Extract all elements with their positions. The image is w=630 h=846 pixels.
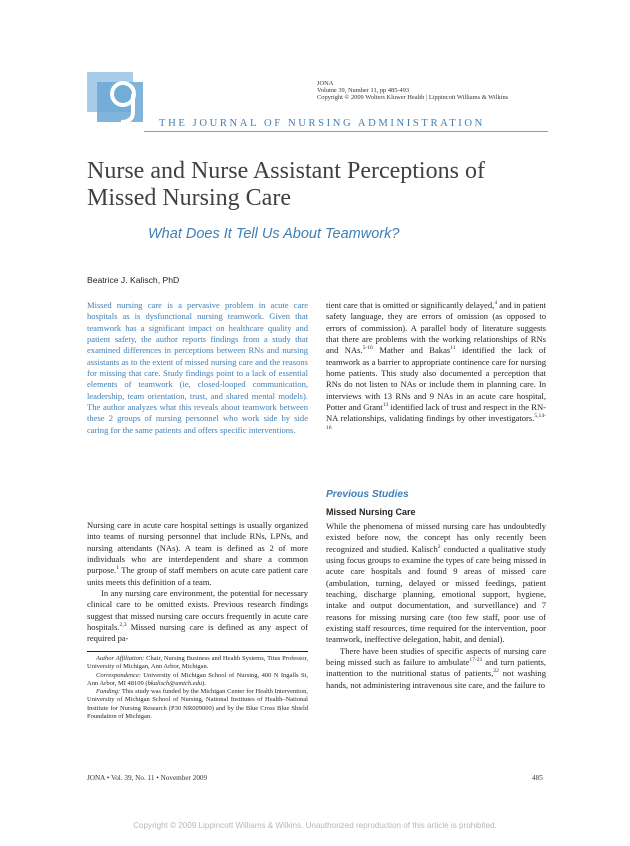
affiliation-footnote bbox=[87, 655, 308, 721]
funding: Funding: This study was funded by the Michigan Center for Health Intervention, University of Michigan School of Nursing, National Institutes of Health–National Institute for Nursing Research (P30 NR009000) and by the Blue Cross Blue Shield Foundation of Michigan. bbox=[87, 688, 308, 721]
section-heading: Previous Studies bbox=[326, 489, 409, 500]
journal-logo bbox=[87, 72, 149, 128]
correspondence: Correspondence: University of Michigan School of Nursing, 400 N Ingalls St, Ann Arbor, MI 48109 (bkalisch@umich.edu). bbox=[87, 671, 308, 687]
footer-citation: JONA • Vol. 39, No. 11 • November 2009 bbox=[87, 774, 208, 782]
paragraph: While the phenomena of missed nursing care has undoubtedly existed before now, the concept has only recently been recognized and studied. Kalisch$^2$ conducted a qualitative study using focus groups to examine the types of care being missed in acute care hospitals and found 9 areas of missed care (ambulation, turning, delayed or missed feedings, patient teaching, discharge planning, emotional support, hygiene, intake and output documentation, and surveillance) and 7 reasons for missing nursing care (too few staff, poor use of existing staff resources, time required for the intervention, poor teamwork, ineffective delegation, habit, and denial). bbox=[326, 521, 546, 645]
copyright-notice: Copyright © 2009 Lippincott Williams & Wilkins. Unauthorized reproduction of this article is prohibited. bbox=[133, 821, 497, 830]
paragraph: There have been studies of specific aspects of nursing care being missed such as failure to ambulate$^{17-21}$ and turn patients, inattention to the nutritional status of patients,$^{22}$ not washing hands, not administering intravenous site care, and the failure to bbox=[326, 645, 546, 690]
paragraph: tient care that is omitted or significantly delayed,$^4$ and in patient safety language, they are errors of omission (as opposed to errors of commission). A parallel body of literature suggests that there are problems with the working relationships of RNs and NAs.$^{5-16}$ Mather and Bakas$^{11}$ identified the lack of teamwork as a barrier to appropriate continence care for nursing home patients. This study also documented a perception that RNs do not listen to NAs or include them in planning care. In interviews with 13 RNs and 9 NAs in an acute care hospital, Potter and Grant$^{13}$ identified lack of trust and respect in the RN-NA relationships, validating findings by other investigators.$^{5,14-16}$ bbox=[326, 300, 546, 431]
journal-abbrev: JONA bbox=[317, 80, 334, 87]
subsection-heading: Missed Nursing Care bbox=[326, 507, 416, 517]
page-number: 485 bbox=[532, 774, 543, 782]
volume-line: Volume 39, Number 11, pp 485-493 bbox=[317, 87, 410, 95]
email-link[interactable]: bkalisch@umich.edu bbox=[147, 679, 203, 687]
header-rule bbox=[144, 131, 548, 132]
journal-name: THE JOURNAL OF NURSING ADMINISTRATION bbox=[159, 118, 485, 129]
author-byline: Beatrice J. Kalisch, PhD bbox=[87, 275, 180, 285]
copyright-line: Copyright © 2009 Wolters Kluwer Health | Lippincott Williams & Wilkins bbox=[317, 94, 509, 102]
article-title: Nurse and Nurse Assistant Perceptions of Missed Nursing Care bbox=[87, 158, 485, 211]
body-right-column-top bbox=[326, 300, 546, 436]
abstract bbox=[87, 300, 308, 436]
abstract-text: Missed nursing care is a pervasive problem in acute care hospitals as is dysfunctional nursing teamwork. Given that teamwork has a significant impact on healthcare quality and patient safety, the author reports findings from a study that examined differences in perceptions between RNs and nursing assistants as to the extent of missed nursing care and the reasons for missing that care. Study findings point to a lack of essential elements of teamwork (ie, closed-looped communication, leadership, team orientation, trust, and shared mental models). The author analyzes what this reveals about teamwork between these 2 groups of nursing personnel who work side by side caring for the same patients and offers specific interventions. bbox=[87, 300, 308, 435]
body-left-column bbox=[87, 520, 308, 645]
footnote-rule bbox=[87, 651, 308, 652]
paragraph: Nursing care in acute care hospital settings is usually organized into teams of nursing personnel that include RNs, LPNs, and nursing attendants (NAs). A team is defined as 2 of more individuals who are interdependent and share a common purpose.$^1$ The group of staff members on acute care patient care units meets this definition of a team. bbox=[87, 520, 308, 587]
paragraph: In any nursing care environment, the potential for necessary clinical care to be omitted exists. Previous research findings suggest that missed nursing care occurs frequently in acute care hospitals.$^{2,3}$ Missed nursing care is defined as any aspect of required pa- bbox=[87, 588, 308, 644]
journal-info bbox=[317, 80, 508, 102]
article-subtitle: What Does It Tell Us About Teamwork? bbox=[148, 226, 400, 242]
body-right-column-bottom bbox=[326, 521, 546, 691]
affiliation: Author Affiliation: Chair, Nursing Business and Health Systems, Titus Professor, University of Michigan, Ann Arbor, Michigan. bbox=[87, 655, 308, 671]
